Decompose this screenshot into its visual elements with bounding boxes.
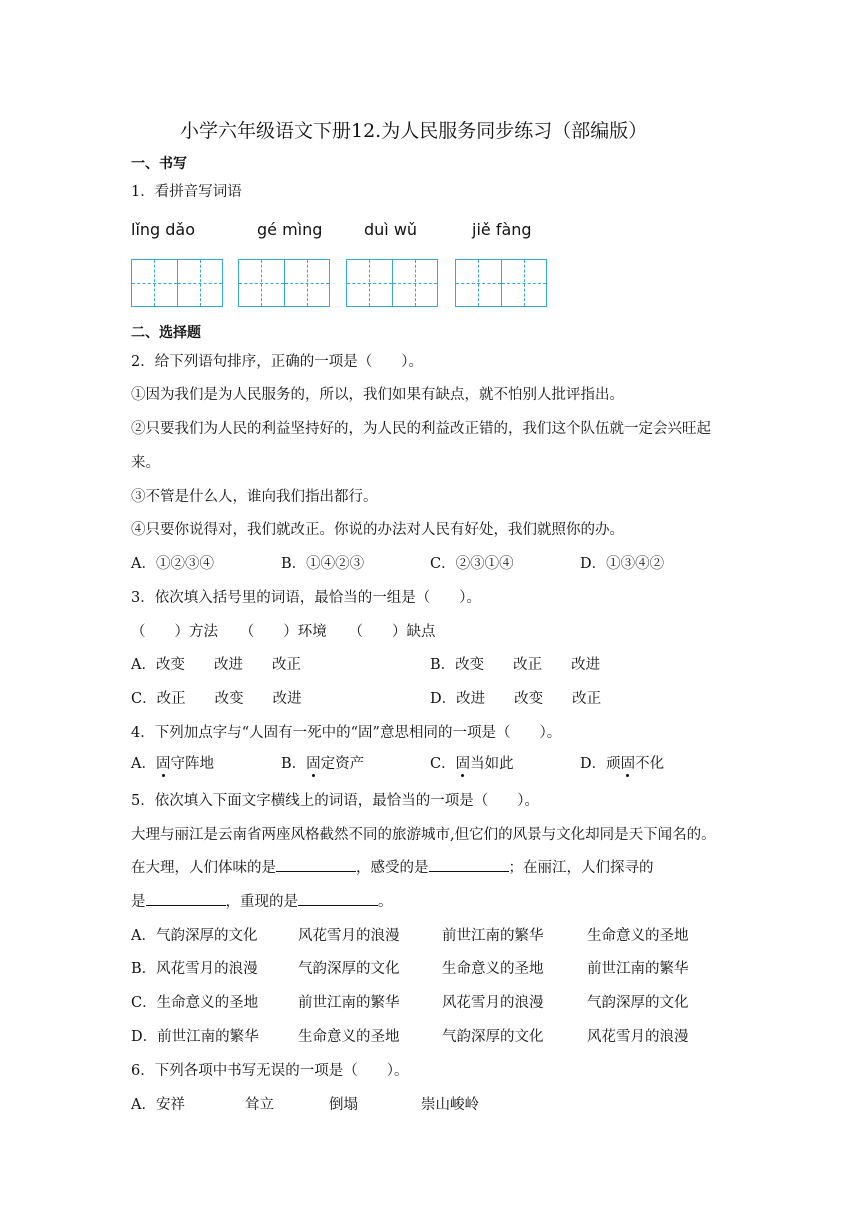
option-word: 生命意义的圣地	[587, 928, 689, 944]
question-3-option-b[interactable]: B．改变 改正 改进	[430, 657, 601, 673]
option-text: 定资产	[320, 756, 365, 772]
section-heading-writing: 一、书写	[131, 156, 187, 172]
question-3-option-c[interactable]: C．改正 改变 改进	[131, 691, 302, 707]
option-word: 气韵深厚的文化	[298, 961, 400, 977]
question-1-stem: 1．看拼音写词语	[131, 184, 242, 200]
option-label: C．	[430, 756, 456, 772]
question-5-option-b[interactable]	[131, 957, 258, 978]
question-3-option-a[interactable]: A．改变 改进 改正	[131, 657, 301, 673]
option-word: 风花雪月的浪漫	[298, 928, 400, 944]
option-word: 气韵深厚的文化	[587, 995, 689, 1011]
pinyin-2: gé mìng	[257, 220, 323, 239]
question-2-option-b[interactable]: B．①④②③	[281, 556, 365, 572]
fill-blank-1[interactable]	[276, 857, 356, 872]
question-2-option-a[interactable]: A．①②③④	[131, 556, 214, 572]
question-2-option-d[interactable]: D．①③④②	[580, 556, 665, 572]
writing-grid-2[interactable]	[238, 259, 330, 307]
question-3-stem: 3．依次填入括号里的词语，最恰当的一组是（ ）。	[131, 590, 481, 606]
option-word: 气韵深厚的文化	[442, 1029, 544, 1045]
pinyin-3: duì wǔ	[364, 220, 418, 239]
question-2-sentence-1: ①因为我们是为人民服务的，所以，我们如果有缺点，就不怕别人批评指出。	[131, 387, 624, 403]
question-5-option-a[interactable]	[131, 924, 257, 945]
option-label: B．	[281, 756, 307, 772]
passage-text: 。	[378, 894, 393, 910]
fill-blank-2[interactable]	[429, 857, 509, 872]
question-2-sentence-3: ③不管是什么人，谁向我们指出都行。	[131, 489, 378, 505]
question-3-option-d[interactable]: D．改进 改变 改正	[430, 691, 602, 707]
passage-text: ，感受的是	[356, 860, 429, 876]
option-text: 当如此	[470, 756, 514, 772]
pinyin-1: lǐng dǎo	[131, 220, 196, 239]
option-text: 不化	[635, 756, 665, 772]
option-word: C．生命意义的圣地	[131, 995, 259, 1011]
question-3-blanks: （ ）方法 （ ）环境 （ ）缺点	[131, 624, 436, 640]
option-word: B．风花雪月的浪漫	[131, 961, 258, 977]
option-label: A．	[131, 756, 156, 772]
option-word: 生命意义的圣地	[442, 961, 544, 977]
fill-blank-4[interactable]	[298, 891, 378, 906]
question-2-sentence-2-cont: 来。	[131, 455, 160, 471]
option-word: 崇山峻岭	[421, 1097, 479, 1113]
writing-grid-3[interactable]	[346, 259, 438, 307]
question-5-option-c[interactable]	[131, 991, 258, 1012]
question-2-option-c[interactable]: C．②③①④	[430, 556, 514, 572]
question-5-passage-3	[131, 890, 393, 911]
question-6-stem: 6．下列各项中书写无误的一项是（ ）。	[131, 1063, 409, 1079]
question-2-sentence-2: ②只要我们为人民的利益坚持好的，为人民的利益改正错的，我们这个队伍就一定会兴旺起	[131, 421, 711, 437]
option-word: D．前世江南的繁华	[131, 1029, 259, 1045]
section-heading-choice: 二、选择题	[131, 325, 201, 341]
question-4-option-a[interactable]	[131, 752, 214, 773]
option-word: 前世江南的繁华	[442, 928, 544, 944]
option-word: 前世江南的繁华	[587, 961, 689, 977]
question-5-passage-1: 大理与丽江是云南省两座风格截然不同的旅游城市,但它们的风景与文化却同是天下闻名的。	[131, 827, 716, 843]
question-4-option-b[interactable]	[281, 752, 364, 773]
dotted-char: 固	[620, 756, 636, 772]
passage-text: 是	[131, 894, 146, 910]
question-2-sentence-4: ④只要你说得对，我们就改正。你说的办法对人民有好处，我们就照你的办。	[131, 522, 624, 538]
question-4-option-c[interactable]	[430, 752, 514, 773]
passage-text: ；在丽江，人们探寻的	[508, 860, 654, 876]
page-title: 小学六年级语文下册12.为人民服务同步练习（部编版）	[180, 120, 648, 142]
dotted-char: 固	[455, 756, 471, 772]
dotted-char: 固	[155, 756, 171, 772]
writing-grid-4[interactable]	[455, 259, 547, 307]
passage-text: ，重现的是	[225, 894, 298, 910]
passage-text: 在大理，人们体味的是	[131, 860, 276, 876]
question-2-stem: 2．给下列语句排序，正确的一项是（ ）。	[131, 354, 423, 370]
option-text: 守阵地	[170, 756, 214, 772]
question-5-option-d[interactable]	[131, 1025, 259, 1046]
question-4-stem: 4．下列加点字与“人固有一死中的“固”意思相同的一项是（ ）。	[131, 725, 562, 741]
fill-blank-3[interactable]	[146, 891, 226, 906]
option-label: D．	[580, 756, 607, 772]
question-6-option-a[interactable]	[131, 1093, 185, 1114]
pinyin-4: jiě fàng	[472, 220, 532, 239]
option-word: 倒塌	[329, 1097, 358, 1113]
writing-grid-1[interactable]	[131, 259, 223, 307]
option-word: 耸立	[245, 1097, 274, 1113]
option-word: A．气韵深厚的文化	[131, 928, 258, 944]
option-word: A．安祥	[131, 1097, 185, 1113]
dotted-char: 固	[306, 756, 321, 772]
option-word: 前世江南的繁华	[298, 995, 400, 1011]
question-5-passage-2	[131, 856, 654, 877]
option-word: 风花雪月的浪漫	[587, 1029, 689, 1045]
question-5-stem: 5．依次填入下面文字横线上的词语，最恰当的一项是（ ）。	[131, 793, 539, 809]
option-word: 生命意义的圣地	[298, 1029, 400, 1045]
option-text: 顽	[606, 756, 621, 772]
option-word: 风花雪月的浪漫	[442, 995, 544, 1011]
question-4-option-d[interactable]	[580, 752, 664, 773]
